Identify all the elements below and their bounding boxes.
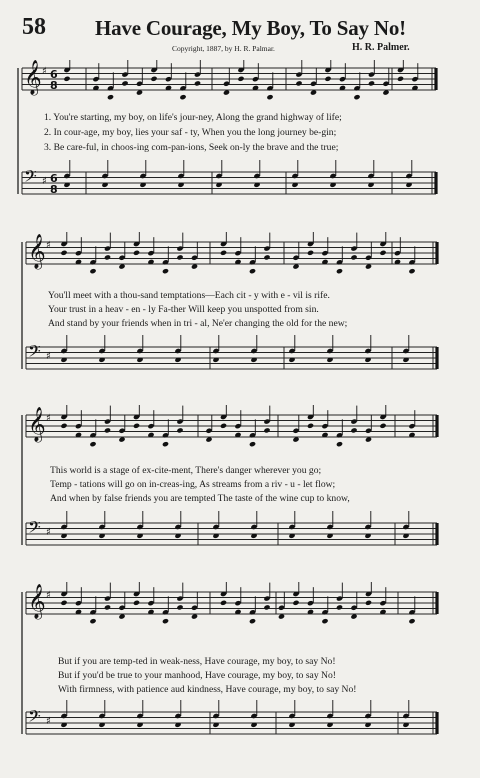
treble-clef-icon: 𝄞 <box>24 60 42 95</box>
note-head <box>350 254 357 260</box>
note-head <box>295 80 302 86</box>
lyric-s4-v1: But if you are temp-ted in weak-ness, Have courage, my boy, to say No! <box>58 656 336 667</box>
lyric-s1-v2: 2. In cour-age, my boy, lies your saf - ty, When you the long journey be-gin; <box>44 127 337 138</box>
treble-clef-icon: 𝄞 <box>28 234 46 269</box>
note-head <box>249 618 256 624</box>
lyric-s1-v1: 1. You're starting, my boy, on life's jour-ney, Along the grand highway of life; <box>44 112 342 123</box>
note-head <box>89 268 96 274</box>
note-head <box>237 76 244 82</box>
bass-clef-icon: 𝄢 <box>28 706 41 730</box>
time-signature-bottom: 8 <box>50 79 58 92</box>
note-head <box>408 618 415 624</box>
time-signature-bottom: 8 <box>50 183 58 196</box>
note-head <box>176 427 183 433</box>
lyric-s4-v2: But if you'd be true to your manhood, Have courage, my boy, to say No! <box>58 670 336 681</box>
note-head <box>263 604 270 610</box>
note-head <box>336 268 343 274</box>
lyric-s3-v1: This world is a stage of ex-cite-ment, There's danger wherever you go; <box>50 465 322 476</box>
time-signature-top: 6 <box>50 68 58 81</box>
note-head <box>104 604 111 610</box>
sharp-icon: ♯ <box>46 413 51 424</box>
sharp-icon: ♯ <box>46 716 51 727</box>
note-head <box>368 80 375 86</box>
bass-clef-icon: 𝄢 <box>24 166 37 190</box>
note-head <box>179 94 186 100</box>
note-head <box>307 423 314 429</box>
note-head <box>307 250 314 256</box>
note-head <box>220 423 227 429</box>
lyric-s3-v2: Temp - tations will go on in-creas-ing, As streams from a riv - u - let flow; <box>50 479 336 490</box>
sharp-icon: ♯ <box>42 66 47 77</box>
lyric-s2-v1: You'll meet with a thou-sand temptations—Each cit - y with e - vil is rife. <box>48 290 330 301</box>
sharp-icon: ♯ <box>46 351 51 362</box>
note-head <box>365 600 372 606</box>
note-head <box>324 76 331 82</box>
copyright-notice: Copyright, 1887, by H. R. Palmar. <box>172 44 275 53</box>
note-head <box>353 94 360 100</box>
note-head <box>321 618 328 624</box>
note-head <box>89 441 96 447</box>
bass-clef-icon: 𝄢 <box>28 341 41 365</box>
note-head <box>408 268 415 274</box>
lyric-s2-v2: Your trust in a heav - en - ly Fa-ther Will keep you unspotted from sin. <box>48 304 319 315</box>
note-head <box>133 423 140 429</box>
note-head <box>397 76 404 82</box>
sharp-icon: ♯ <box>46 527 51 538</box>
note-head <box>220 250 227 256</box>
note-head <box>133 600 140 606</box>
note-head <box>249 441 256 447</box>
note-head <box>162 441 169 447</box>
treble-clef-icon: 𝄞 <box>28 407 46 442</box>
time-signature-top: 6 <box>50 172 58 185</box>
note-head <box>263 427 270 433</box>
note-head <box>336 441 343 447</box>
note-head <box>194 80 201 86</box>
sharp-icon: ♯ <box>46 590 51 601</box>
note-head <box>292 600 299 606</box>
sharp-icon: ♯ <box>42 176 47 187</box>
hymn-title: Have Courage, My Boy, To Say No! <box>95 16 406 40</box>
note-head <box>63 76 70 82</box>
note-head <box>220 600 227 606</box>
note-head <box>150 76 157 82</box>
note-head <box>60 250 67 256</box>
note-head <box>162 618 169 624</box>
lyric-s4-v3: With firmness, with patience aud kindness, Have courage, my boy, to say No! <box>58 684 357 695</box>
note-head <box>263 254 270 260</box>
note-head <box>176 604 183 610</box>
note-head <box>176 254 183 260</box>
lyric-s3-v3: And when by false friends you are tempted The taste of the wine cup to know, <box>50 493 350 504</box>
note-head <box>89 618 96 624</box>
bass-clef-icon: 𝄢 <box>28 517 41 541</box>
lyric-s1-v3: 3. Be care-ful, in choos-ing com-pan-ions, Seek on-ly the brave and the true; <box>44 142 339 153</box>
note-head <box>249 268 256 274</box>
hymn-number: 58 <box>22 14 46 40</box>
note-head <box>104 254 111 260</box>
note-head <box>107 94 114 100</box>
note-head <box>104 427 111 433</box>
note-head <box>133 250 140 256</box>
composer-credit: H. R. Palmer. <box>352 42 410 53</box>
note-head <box>266 94 273 100</box>
note-head <box>162 268 169 274</box>
note-head <box>60 423 67 429</box>
note-head <box>60 600 67 606</box>
lyric-s2-v3: And stand by your friends when in tri - al, Ne'er changing the old for the new; <box>48 318 348 329</box>
note-head <box>379 250 386 256</box>
note-head <box>379 423 386 429</box>
sharp-icon: ♯ <box>46 240 51 251</box>
note-head <box>350 427 357 433</box>
note-head <box>121 80 128 86</box>
treble-clef-icon: 𝄞 <box>28 584 46 619</box>
note-head <box>336 604 343 610</box>
